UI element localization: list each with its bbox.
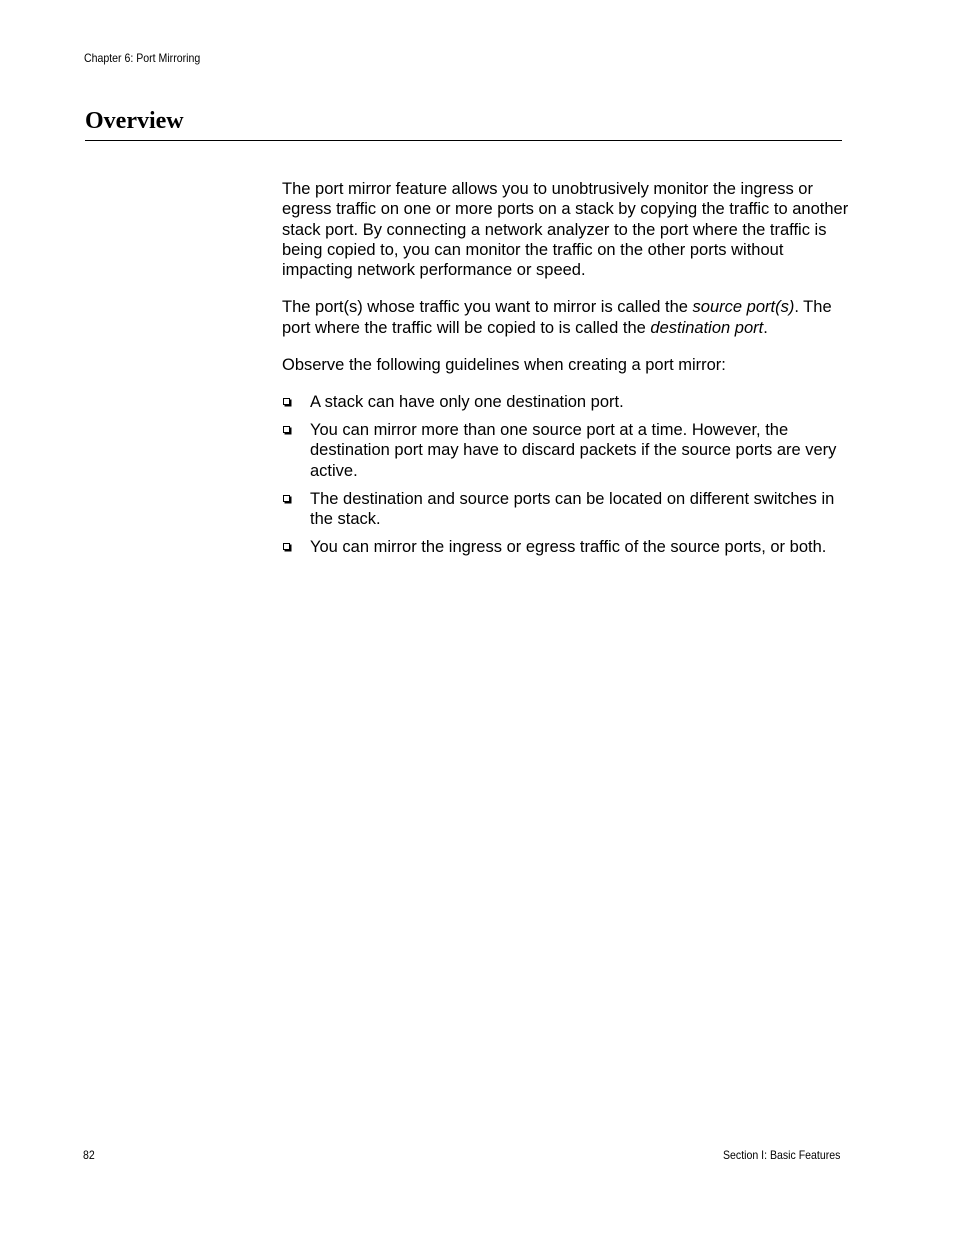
title-rule (85, 140, 842, 141)
definition-text: . The port where the traffic will be copied to is called the (282, 298, 832, 337)
list-item (282, 537, 850, 557)
body-text (282, 179, 850, 564)
definition-text: . (763, 318, 768, 337)
list-item (282, 489, 850, 530)
running-header: Chapter 6: Port Mirroring (84, 51, 201, 65)
destination-port-term: destination port (650, 318, 764, 337)
source-port-term: source port(s) (692, 298, 795, 317)
footer-section-title: Section I: Basic Features (722, 1148, 840, 1162)
list-item (282, 392, 850, 412)
guidelines-list (282, 392, 850, 557)
checkbox-bullet-icon (283, 495, 290, 502)
checkbox-bullet-icon (283, 398, 290, 405)
list-item (282, 420, 850, 481)
definition-paragraph (282, 297, 850, 338)
list-item-text: The destination and source ports can be located on different switches in the stack. (310, 489, 835, 528)
checkbox-bullet-icon (283, 426, 290, 433)
list-item-text: You can mirror more than one source port at a time. However, the destination port may have to discard packets if the source ports are very active. (310, 421, 837, 480)
definition-text: The port(s) whose traffic you want to mirror is called the (282, 298, 693, 317)
list-item-text: You can mirror the ingress or egress traffic of the source ports, or both. (310, 537, 827, 556)
page-number: 82 (83, 1148, 95, 1162)
intro-paragraph: The port mirror feature allows you to unobtrusively monitor the ingress or egress traffic on one or more ports on a stack by copying the traffic to another stack port. By connecting a network analyzer to the port where the traffic is being copied to, you can monitor the traffic on the other ports without impacting network performance or speed. (282, 180, 849, 280)
checkbox-bullet-icon (283, 543, 290, 550)
section-title: Overview (85, 108, 184, 134)
guidelines-intro: Observe the following guidelines when creating a port mirror: (282, 356, 726, 375)
list-item-text: A stack can have only one destination port. (310, 393, 624, 412)
